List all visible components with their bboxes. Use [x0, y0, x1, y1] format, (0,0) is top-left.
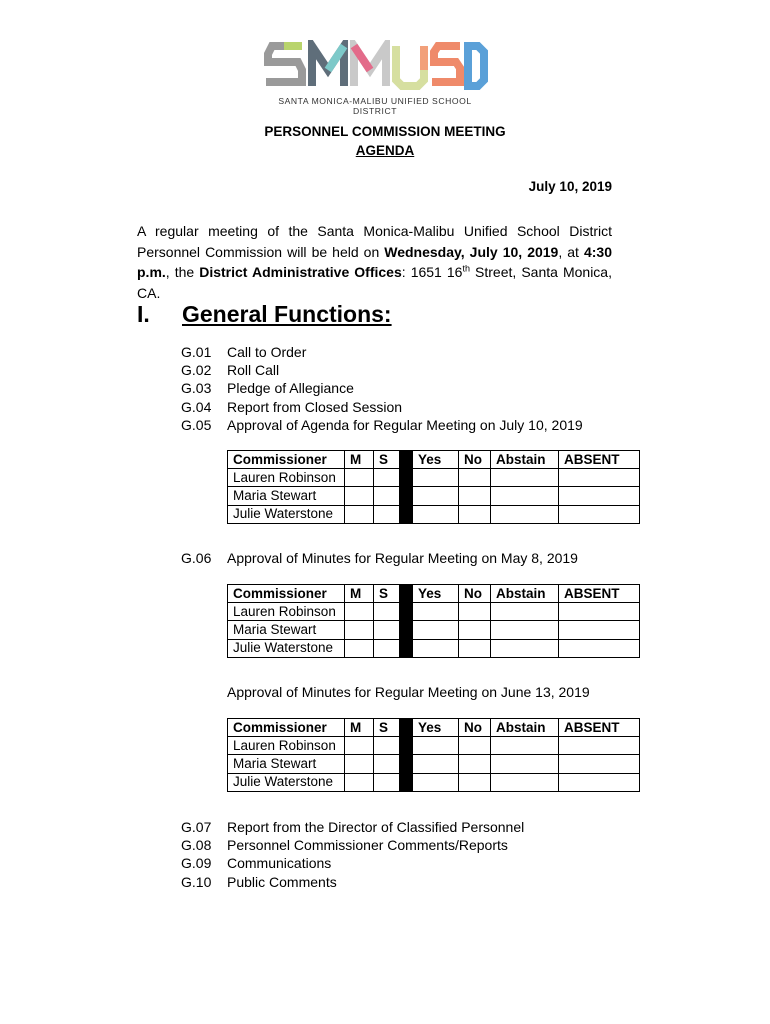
meeting-title: PERSONNEL COMMISSION MEETING: [264, 124, 506, 139]
intro-text: , at: [558, 243, 584, 260]
header-commissioner: Commissioner: [228, 451, 345, 469]
commissioner-name: Lauren Robinson: [228, 603, 345, 621]
agenda-item: [181, 873, 524, 891]
separator-cell: [400, 451, 413, 469]
vote-table-may-minutes: [227, 584, 640, 658]
intro-location: District Administrative Offices: [199, 264, 402, 280]
item-text: Report from the Director of Classified Personnel: [227, 819, 525, 835]
item-code: G.10: [181, 873, 212, 890]
header-yes: Yes: [413, 585, 459, 603]
item-text: Approval of Agenda for Regular Meeting on July 10, 2019: [227, 416, 583, 433]
header-abstain: Abstain: [491, 451, 559, 469]
header-second: S: [374, 451, 400, 469]
table-row: [228, 755, 640, 773]
intro-time: 4:30 p.m.: [137, 243, 612, 280]
vote-table-agenda: [227, 450, 640, 524]
separator-cell: [400, 773, 413, 791]
table-row: [228, 737, 640, 755]
header-motion: M: [345, 719, 374, 737]
header-abstain: Abstain: [491, 585, 559, 603]
intro-date: Wednesday, July 10, 2019: [384, 243, 559, 260]
agenda-item-june-minutes: [227, 683, 590, 701]
commissioner-name: Julie Waterstone: [228, 639, 345, 657]
intro-text: : 1651 16: [401, 264, 463, 280]
agenda-item: [181, 416, 583, 434]
table-row: [228, 603, 640, 621]
item-code: G.09: [181, 855, 212, 872]
commissioner-name: Lauren Robinson: [228, 737, 345, 755]
agenda-item: [181, 549, 578, 567]
separator-cell: [400, 755, 413, 773]
meeting-date: July 10, 2019: [528, 179, 612, 194]
item-text: Roll Call: [227, 362, 280, 379]
header-absent: ABSENT: [559, 451, 640, 469]
item-text: Pledge of Allegiance: [227, 380, 354, 397]
item-text: Approval of Minutes for Regular Meeting on May 8, 2019: [227, 550, 578, 566]
vote-table-june-minutes: [227, 718, 640, 792]
agenda-item: [181, 854, 524, 872]
commissioner-name: Maria Stewart: [228, 487, 345, 505]
commissioner-name: Julie Waterstone: [228, 505, 345, 523]
header-commissioner: Commissioner: [228, 585, 345, 603]
intro-text: , the: [165, 264, 200, 280]
agenda-items-group-2: [181, 818, 524, 891]
header-no: No: [459, 585, 491, 603]
agenda-item: [181, 836, 524, 854]
table-row: [228, 469, 640, 487]
district-logo: [262, 40, 488, 116]
separator-cell: [400, 505, 413, 523]
header-no: No: [459, 451, 491, 469]
header-no: No: [459, 719, 491, 737]
item-text: Personnel Commissioner Comments/Reports: [227, 837, 508, 854]
separator-cell: [400, 603, 413, 621]
section-heading: [137, 301, 392, 328]
header-motion: M: [345, 585, 374, 603]
section-number: I.: [137, 301, 150, 327]
agenda-title: AGENDA: [355, 143, 415, 158]
header-absent: ABSENT: [559, 585, 640, 603]
separator-cell: [400, 719, 413, 737]
separator-cell: [400, 487, 413, 505]
header-second: S: [374, 585, 400, 603]
table-row: [228, 487, 640, 505]
agenda-item: [181, 818, 524, 836]
header-yes: Yes: [413, 719, 459, 737]
vote-table-header: [228, 585, 640, 603]
item-code: G.02: [181, 362, 212, 379]
header-yes: Yes: [413, 451, 459, 469]
section-title: General Functions:: [182, 301, 392, 327]
vote-table-header: [228, 719, 640, 737]
agenda-item: Approval of Minutes for Regular Meeting on June 13, 2019: [227, 684, 590, 700]
table-row: [228, 505, 640, 523]
separator-cell: [400, 469, 413, 487]
intro-superscript: th: [462, 263, 470, 274]
agenda-item: [181, 361, 583, 379]
item-code: G.04: [181, 398, 212, 415]
logo-subtitle: SANTA MONICA-MALIBU UNIFIED SCHOOL DISTRICT: [278, 96, 472, 116]
header-commissioner: Commissioner: [228, 719, 345, 737]
agenda-item: [181, 343, 583, 361]
vote-table-header: [228, 451, 640, 469]
item-text: Call to Order: [227, 344, 307, 360]
separator-cell: [400, 585, 413, 603]
commissioner-name: Julie Waterstone: [228, 773, 345, 791]
intro-text: Street, Santa Monica, CA.: [137, 264, 612, 301]
agenda-item: [181, 379, 583, 397]
intro-paragraph: [137, 221, 612, 303]
table-row: [228, 639, 640, 657]
table-row: [228, 621, 640, 639]
header-second: S: [374, 719, 400, 737]
separator-cell: [400, 621, 413, 639]
commissioner-name: Lauren Robinson: [228, 469, 345, 487]
item-code: G.03: [181, 380, 212, 397]
agenda-item-g06: [181, 549, 578, 567]
agenda-items-group-1: [181, 343, 583, 434]
agenda-item: [181, 398, 583, 416]
separator-cell: [400, 737, 413, 755]
commissioner-name: Maria Stewart: [228, 621, 345, 639]
smmusd-logo-mark: [262, 40, 488, 92]
item-code: G.08: [181, 837, 212, 854]
item-code: G.06: [181, 550, 212, 566]
commissioner-name: Maria Stewart: [228, 755, 345, 773]
header-motion: M: [345, 451, 374, 469]
header-abstain: Abstain: [491, 719, 559, 737]
header-absent: ABSENT: [559, 719, 640, 737]
item-code: G.07: [181, 819, 212, 835]
intro-text: A regular meeting of the Santa Monica-Malibu Unified School District Personnel Commission will be held on: [137, 223, 612, 260]
table-row: [228, 773, 640, 791]
item-text: Public Comments: [227, 873, 337, 890]
item-text: Communications: [227, 855, 332, 872]
item-code: G.01: [181, 344, 212, 360]
item-text: Report from Closed Session: [227, 398, 403, 415]
item-code: G.05: [181, 416, 212, 433]
separator-cell: [400, 639, 413, 657]
